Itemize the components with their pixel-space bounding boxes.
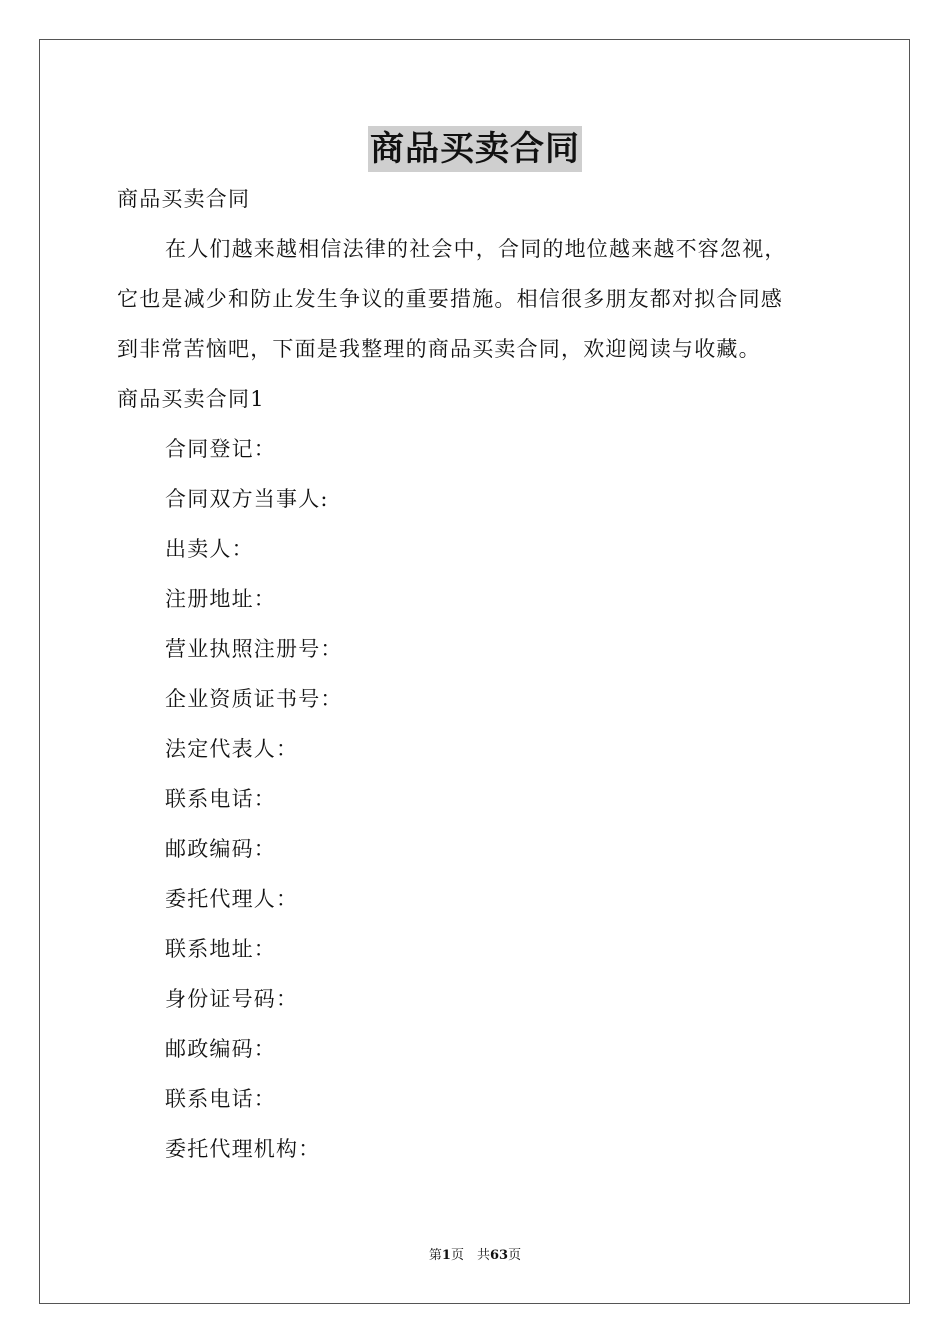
field-authorized-agent: 委托代理人： [165,887,299,911]
field-phone: 联系电话： [165,787,276,811]
field-qualification-cert: 企业资质证书号： [165,687,343,711]
field-parties: 合同双方当事人: [165,487,329,511]
footer-page-mid: 页 共 [450,1248,490,1263]
intro-line-2: 它也是减少和防止发生争议的重要措施。相信很多朋友都对拟合同感 [117,287,783,311]
field-agency: 委托代理机构： [165,1137,321,1161]
field-business-license: 营业执照注册号： [165,637,343,661]
field-postal-code: 邮政编码： [165,837,276,861]
document-body [117,174,837,1174]
footer-page-suffix: 页 [508,1248,522,1263]
section-heading: 商品买卖合同1 [117,387,265,411]
field-phone-2: 联系电话： [165,1087,276,1111]
field-postal-code-2: 邮政编码： [165,1037,276,1061]
page-footer [0,1244,950,1268]
field-id-number: 身份证号码： [165,987,299,1011]
intro-line-1: 在人们越来越相信法律的社会中，合同的地位越来越不容忽视， [165,237,787,261]
intro-line-3: 到非常苦恼吧，下面是我整理的商品买卖合同，欢迎阅读与收藏。 [117,337,761,361]
footer-page-number: 1 [441,1248,451,1263]
footer-total-pages: 63 [489,1248,509,1263]
footer-page-prefix: 第 [428,1248,442,1263]
document-subtitle: 商品买卖合同 [117,187,251,211]
field-seller: 出卖人： [165,537,254,561]
field-contract-registration: 合同登记： [165,437,276,461]
document-title-wrap [0,124,950,174]
field-contact-address: 联系地址： [165,937,276,961]
field-legal-representative: 法定代表人： [165,737,299,761]
document-title: 商品买卖合同 [368,126,582,172]
field-registered-address: 注册地址： [165,587,276,611]
